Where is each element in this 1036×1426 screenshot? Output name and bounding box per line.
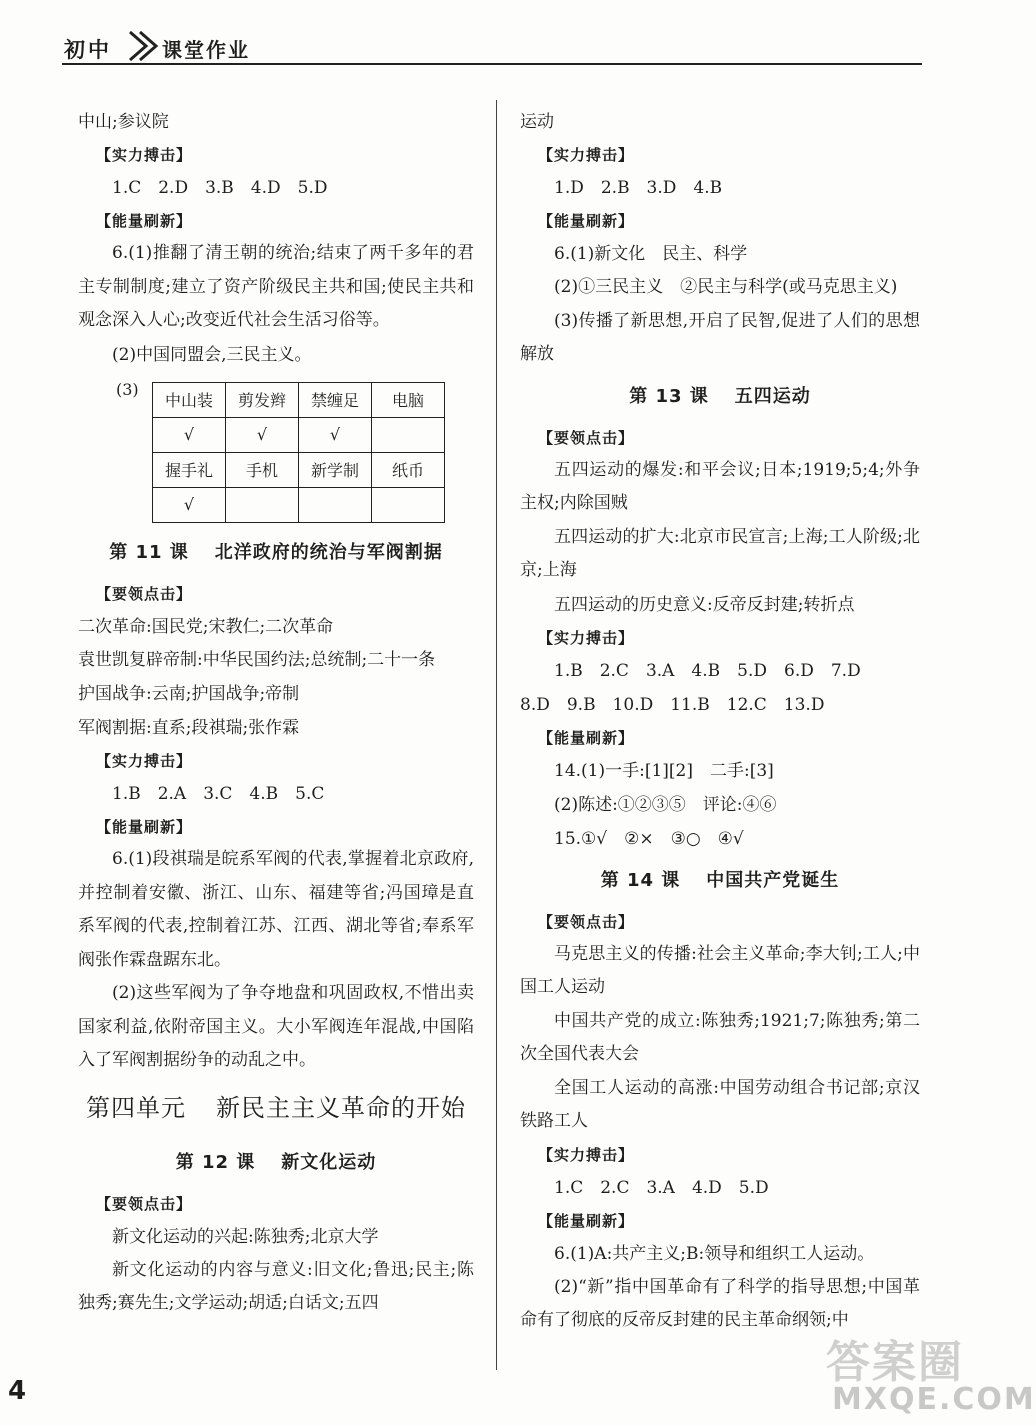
page-number: 4: [8, 1376, 27, 1406]
unit-name: 新民主主义革命的开始: [216, 1093, 466, 1122]
table-row: [153, 487, 445, 522]
table-cell: 手机: [226, 452, 299, 487]
answer-line: 1.C 2.C 3.A 4.D 5.D: [554, 1177, 769, 1198]
watermark-url: MXQE.COM: [832, 1382, 1036, 1417]
table-cell: 剪发辫: [226, 382, 299, 417]
key-point: 中国共产党的成立:陈独秀;1921;7;陈独秀;第二次全国代表大会: [520, 1010, 920, 1064]
table-cell: √: [153, 417, 226, 452]
section-label: 【实力搏击】: [538, 146, 635, 164]
continuation-text: 运动: [520, 112, 554, 132]
left-column: [78, 105, 474, 1321]
section-label: 【能量刷新】: [538, 1211, 635, 1230]
key-point: 军阀割据:直系;段祺瑞;张作霖: [78, 718, 300, 738]
lesson-name: 北洋政府的统治与军阀割据: [214, 541, 443, 563]
answer-paragraph: (3)传播了新思想,开启了民智,促进了人们的思想解放: [520, 310, 920, 364]
key-point: 五四运动的历史意义:反帝反封建;转折点: [554, 594, 855, 615]
section-label: 【实力搏击】: [538, 1145, 635, 1164]
table-row: [153, 417, 445, 452]
key-point: 二次革命:国民党;宋教仁;二次革命: [78, 616, 334, 637]
answer-line: 15.①√ ②× ③○ ④√: [554, 828, 744, 849]
key-point: 五四运动的扩大:北京市民宣言;上海;工人阶级;北京;上海: [520, 526, 920, 580]
lesson-name: 五四运动: [734, 385, 811, 407]
key-point: 马克思主义的传播:社会主义革命;李大钊;工人;中国工人运动: [520, 943, 920, 997]
section-label: 【能量刷新】: [96, 818, 193, 836]
answer-line: 8.D 9.B 10.D 11.B 12.C 13.D: [520, 694, 825, 715]
right-column: [520, 105, 920, 1338]
answer-line: (2)中国同盟会,三民主义。: [112, 344, 312, 365]
table-cell: 中山装: [153, 382, 226, 417]
answer-line: 6.(1)A:共产主义;B:领导和组织工人运动。: [554, 1243, 875, 1264]
question-number: (3): [116, 379, 139, 399]
section-label: 【实力搏击】: [538, 628, 635, 647]
key-point: 新文化运动的内容与意义:旧文化;鲁迅;民主;陈独秀;赛先生;文学运动;胡适;白话文;五四: [78, 1259, 474, 1313]
answer-line: (2)陈述:①②③⑤ 评论:④⑥: [554, 794, 777, 815]
lesson-number: 第 14 课: [600, 869, 681, 891]
lesson-number: 第 12 课: [175, 1151, 256, 1173]
lesson-title: [520, 856, 920, 906]
section-label: 【能量刷新】: [538, 212, 635, 230]
section-label: 【要领点击】: [538, 912, 635, 931]
table-cell: 禁缠足: [299, 382, 372, 417]
table-cell: [226, 487, 299, 522]
answer-line: 14.(1)一手:[1][2] 二手:[3]: [554, 760, 774, 781]
header-rule: [62, 63, 922, 65]
section-label: 【实力搏击】: [96, 752, 193, 770]
header-series: 课堂作业: [162, 38, 250, 62]
key-point: 五四运动的爆发:和平会议;日本;1919;5;4;外争主权;内除国贼: [520, 459, 920, 513]
answer-line: 6.(1)新文化 民主、科学: [554, 244, 748, 264]
table-cell: 新学制: [299, 452, 372, 487]
section-label: 【要领点击】: [96, 1194, 193, 1213]
lesson-name: 中国共产党诞生: [706, 869, 840, 891]
table-cell: [372, 487, 445, 522]
check-table-block: [78, 380, 474, 528]
key-point: 袁世凯复辟帝制:中华民国约法;总统制;二十一条: [78, 649, 436, 670]
check-table: [152, 382, 445, 523]
lesson-number: 第 11 课: [109, 541, 189, 563]
section-label: 【要领点击】: [96, 584, 193, 603]
header-level: 初中: [64, 38, 112, 62]
section-label: 【要领点击】: [538, 428, 635, 447]
unit-title: [78, 1078, 474, 1138]
answer-paragraph: (2)这些军阀为了争夺地盘和巩固政权,不惜出卖国家利益,依附帝国主义。大小军阀连年混战,中国陷入了军阀割据纷争的动乱之中。: [78, 983, 474, 1070]
lesson-number: 第 13 课: [629, 385, 709, 407]
section-label: 【能量刷新】: [96, 212, 193, 230]
answer-line: 1.C 2.D 3.B 4.D 5.D: [112, 178, 328, 198]
answer-paragraph: 6.(1)推翻了清王朝的统治;结束了两千多年的君主专制制度;建立了资产阶级民主共和国;使民主共和观念深入人心;改变近代社会生活习俗等。: [78, 243, 474, 330]
unit-number: 第四单元: [86, 1093, 186, 1122]
answer-paragraph: (2)“新”指中国革命有了科学的指导思想;中国革命有了彻底的反帝反封建的民主革命纲领;中: [520, 1276, 920, 1330]
lesson-title: [520, 372, 920, 422]
continuation-text: 中山;参议院: [78, 112, 169, 132]
lesson-name: 新文化运动: [281, 1151, 377, 1173]
table-cell: [299, 487, 372, 522]
key-point: 护国战争:云南;护国战争;帝制: [78, 684, 300, 704]
lesson-title: [78, 528, 474, 578]
table-row: [153, 382, 445, 417]
table-cell: [372, 417, 445, 452]
answer-line: 1.B 2.C 3.A 4.B 5.D 6.D 7.D: [554, 660, 861, 681]
answer-line: 1.B 2.A 3.C 4.B 5.C: [112, 784, 325, 804]
watermark-text: 答案圈: [826, 1337, 964, 1388]
section-label: 【实力搏击】: [96, 146, 193, 164]
key-point: 新文化运动的兴起:陈独秀;北京大学: [112, 1226, 379, 1247]
answer-paragraph: (2)①三民主义 ②民主与科学(或马克思主义): [554, 277, 898, 297]
page-header: [62, 28, 922, 70]
answer-paragraph: 6.(1)段祺瑞是皖系军阀的代表,掌握着北京政府,并控制着安徽、浙江、山东、福建等省;冯国璋是直系军阀的代表,控制着江苏、江西、湖北等省;奉系军阀张作霖盘踞东北。: [78, 849, 474, 970]
table-row: [153, 452, 445, 487]
table-cell: 握手礼: [153, 452, 226, 487]
answer-line: 1.D 2.B 3.D 4.B: [554, 178, 723, 198]
section-label: 【能量刷新】: [538, 728, 635, 747]
table-cell: 纸币: [372, 452, 445, 487]
table-cell: √: [153, 487, 226, 522]
watermark-logo: [826, 1326, 1036, 1422]
lesson-title: [78, 1138, 474, 1188]
key-point: 全国工人运动的高涨:中国劳动组合书记部;京汉铁路工人: [520, 1077, 920, 1131]
table-cell: 电脑: [372, 382, 445, 417]
table-cell: √: [226, 417, 299, 452]
table-cell: √: [299, 417, 372, 452]
column-divider: [496, 100, 497, 1370]
